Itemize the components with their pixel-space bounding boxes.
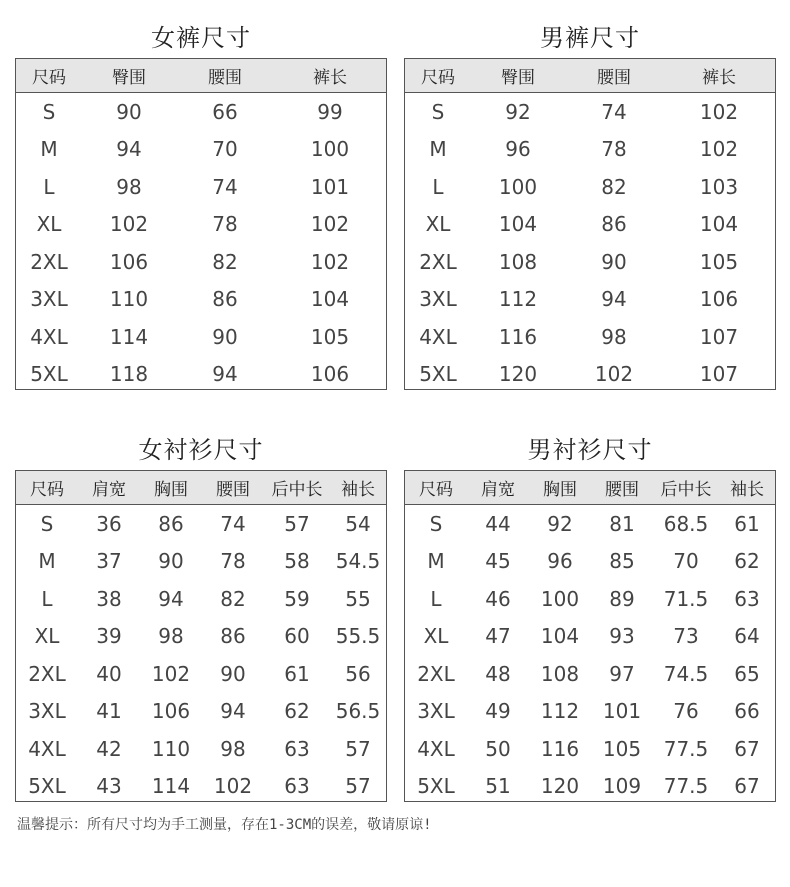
size-label: 5XL (28, 774, 66, 799)
column-header: 袖长 (730, 480, 764, 500)
size-label: XL (34, 624, 60, 649)
measurement-cell: 59 (284, 586, 310, 611)
measurement-cell: 54 (345, 511, 371, 536)
women-pants-title: 女裤尺寸 (151, 24, 251, 52)
men-shirt-size-chart (404, 426, 776, 802)
measurement-cell: 67 (734, 774, 760, 799)
column-header: 尺码 (419, 480, 453, 500)
measurement-cell: 118 (109, 362, 149, 387)
size-label: 2XL (30, 249, 68, 274)
measurement-cell: 120 (540, 774, 580, 799)
measurement-cell: 41 (96, 699, 122, 724)
measurement-cell: 102 (310, 249, 350, 274)
measurement-cell: 51 (485, 774, 511, 799)
size-label: 3XL (28, 699, 66, 724)
measurement-cell: 66 (212, 99, 238, 124)
size-label: M (38, 549, 56, 574)
measurement-cell: 98 (158, 624, 184, 649)
measurement-cell: 39 (96, 624, 122, 649)
measurement-cell: 63 (284, 774, 310, 799)
women-shirt-title: 女衬衫尺寸 (138, 436, 264, 464)
measurement-cell: 66 (734, 699, 760, 724)
column-header: 臀围 (501, 68, 535, 88)
table-row (405, 655, 775, 693)
measurement-cell: 78 (220, 549, 246, 574)
measurement-cell: 40 (96, 661, 122, 686)
measurement-cell: 100 (540, 586, 580, 611)
column-header: 肩宽 (92, 480, 126, 500)
measurement-cell: 112 (498, 287, 538, 312)
measurement-cell: 86 (212, 287, 238, 312)
table-row (16, 580, 386, 618)
column-header: 胸围 (154, 480, 188, 500)
size-label: S (431, 99, 445, 124)
size-label: 5XL (419, 362, 457, 387)
measurement-cell: 65 (734, 661, 760, 686)
measurement-cell: 102 (109, 212, 149, 237)
measurement-cell: 98 (601, 324, 627, 349)
size-label: M (429, 137, 447, 162)
measurement-cell: 77.5 (663, 736, 709, 761)
size-label: 3XL (30, 287, 68, 312)
measurement-cell: 57 (345, 774, 371, 799)
header-row (16, 59, 386, 93)
measurement-cell: 120 (498, 362, 538, 387)
measurement-cell: 89 (609, 586, 635, 611)
measurement-cell: 90 (601, 249, 627, 274)
measurement-cell: 102 (699, 99, 739, 124)
measurement-cell: 90 (116, 99, 142, 124)
table-row (16, 318, 386, 356)
measurement-cell: 56.5 (335, 699, 381, 724)
measurement-cell: 90 (220, 661, 246, 686)
measurement-cell: 102 (151, 661, 191, 686)
table-row (16, 505, 386, 543)
measurement-cell: 114 (151, 774, 191, 799)
measurement-cell: 67 (734, 736, 760, 761)
measurement-cell: 54.5 (335, 549, 381, 574)
column-header: 尺码 (421, 68, 455, 88)
measurement-cell: 77.5 (663, 774, 709, 799)
measurement-cell: 70 (673, 549, 699, 574)
measurement-cell: 107 (699, 362, 739, 387)
women-pants-size-chart (15, 14, 387, 390)
women-shirt-table (15, 470, 387, 802)
measurement-cell: 74 (601, 99, 627, 124)
measurement-cell: 105 (602, 736, 642, 761)
measurement-cell: 86 (158, 511, 184, 536)
measurement-cell: 114 (109, 324, 149, 349)
table-row (16, 768, 386, 806)
size-label: 4XL (417, 736, 455, 761)
measurement-cell: 99 (317, 99, 343, 124)
table-row (405, 318, 775, 356)
table-row (16, 131, 386, 169)
measurement-cell: 109 (602, 774, 642, 799)
measurement-cell: 78 (212, 212, 238, 237)
column-header: 腰围 (597, 68, 631, 88)
men-pants-table (404, 58, 776, 390)
measurement-cell: 112 (540, 699, 580, 724)
size-label: M (427, 549, 445, 574)
measurement-cell: 97 (609, 661, 635, 686)
table-row (16, 206, 386, 244)
table-row (405, 768, 775, 806)
table-row (405, 693, 775, 731)
measurement-cell: 105 (310, 324, 350, 349)
size-label: L (41, 586, 53, 611)
measurement-cell: 101 (602, 699, 642, 724)
measurement-cell: 61 (734, 511, 760, 536)
column-header: 腰围 (216, 480, 250, 500)
measurement-cell: 106 (310, 362, 350, 387)
measurement-cell: 62 (734, 549, 760, 574)
table-row (405, 356, 775, 394)
measurement-cell: 74.5 (663, 661, 709, 686)
measurement-cell: 92 (547, 511, 573, 536)
women-shirt-size-chart (15, 426, 387, 802)
measurement-cell: 42 (96, 736, 122, 761)
men-shirt-title: 男衬衫尺寸 (527, 436, 653, 464)
measurement-cell: 86 (220, 624, 246, 649)
measurement-cell: 106 (109, 249, 149, 274)
measurement-cell: 55 (345, 586, 371, 611)
column-header: 后中长 (660, 480, 712, 500)
size-label: 5XL (417, 774, 455, 799)
measurement-cell: 110 (109, 287, 149, 312)
measurement-cell: 57 (345, 736, 371, 761)
measurement-cell: 86 (601, 212, 627, 237)
measurement-cell: 100 (310, 137, 350, 162)
measurement-cell: 73 (673, 624, 699, 649)
men-shirt-table (404, 470, 776, 802)
measurement-cell: 100 (498, 174, 538, 199)
measurement-cell: 60 (284, 624, 310, 649)
measurement-cell: 63 (284, 736, 310, 761)
measurement-cell: 48 (485, 661, 511, 686)
measurement-cell: 82 (601, 174, 627, 199)
size-label: L (43, 174, 55, 199)
measurement-cell: 103 (699, 174, 739, 199)
measurement-cell: 107 (699, 324, 739, 349)
table-row (405, 730, 775, 768)
measurement-cell: 102 (310, 212, 350, 237)
measurement-cell: 57 (284, 511, 310, 536)
table-row (16, 730, 386, 768)
size-label: XL (36, 212, 62, 237)
table-row (405, 505, 775, 543)
size-label: 3XL (417, 699, 455, 724)
measurement-cell: 116 (498, 324, 538, 349)
measurement-cell: 108 (498, 249, 538, 274)
measurement-cell: 62 (284, 699, 310, 724)
measurement-cell: 82 (220, 586, 246, 611)
table-row (16, 618, 386, 656)
table-row (405, 206, 775, 244)
measurement-cell: 104 (310, 287, 350, 312)
measurement-cell: 63 (734, 586, 760, 611)
measurement-cell: 98 (220, 736, 246, 761)
measurement-cell: 94 (212, 362, 238, 387)
column-header: 裤长 (702, 68, 736, 88)
table-row (16, 693, 386, 731)
size-label: 2XL (28, 661, 66, 686)
measurement-cell: 71.5 (663, 586, 709, 611)
measurement-cell: 102 (213, 774, 253, 799)
table-row (405, 580, 775, 618)
measurement-cell: 102 (594, 362, 634, 387)
column-header: 肩宽 (481, 480, 515, 500)
men-pants-size-chart (404, 14, 776, 390)
table-row (405, 543, 775, 581)
table-row (16, 168, 386, 206)
measurement-cell: 78 (601, 137, 627, 162)
measurement-cell: 104 (540, 624, 580, 649)
measurement-cell: 96 (505, 137, 531, 162)
table-row (405, 93, 775, 131)
measurement-cell: 74 (220, 511, 246, 536)
column-header: 尺码 (32, 68, 66, 88)
size-label: XL (425, 212, 451, 237)
size-label: L (430, 586, 442, 611)
size-label: 3XL (419, 287, 457, 312)
size-label: 4XL (419, 324, 457, 349)
measurement-cell: 81 (609, 511, 635, 536)
column-header: 袖长 (341, 480, 375, 500)
measurement-cell: 76 (673, 699, 699, 724)
measurement-cell: 49 (485, 699, 511, 724)
measurement-cell: 108 (540, 661, 580, 686)
measurement-cell: 94 (220, 699, 246, 724)
table-row (16, 356, 386, 394)
header-row (405, 59, 775, 93)
size-label: M (40, 137, 58, 162)
measurement-cell: 106 (699, 287, 739, 312)
measurement-cell: 68.5 (663, 511, 709, 536)
column-header: 胸围 (543, 480, 577, 500)
table-row (16, 655, 386, 693)
measurement-cell: 37 (96, 549, 122, 574)
measurement-cell: 101 (310, 174, 350, 199)
table-row (16, 93, 386, 131)
size-label: 4XL (30, 324, 68, 349)
measurement-cell: 85 (609, 549, 635, 574)
table-row (405, 243, 775, 281)
measurement-cell: 106 (151, 699, 191, 724)
column-header: 腰围 (208, 68, 242, 88)
column-header: 裤长 (313, 68, 347, 88)
measurement-cell: 116 (540, 736, 580, 761)
measurement-cell: 104 (699, 212, 739, 237)
measurement-cell: 102 (699, 137, 739, 162)
table-row (405, 618, 775, 656)
footer-note: 温馨提示：所有尺寸均为手工测量，存在1-3CM的误差，敬请原谅! (17, 817, 432, 833)
measurement-cell: 74 (212, 174, 238, 199)
table-row (16, 543, 386, 581)
table-row (16, 281, 386, 319)
size-label: S (429, 511, 443, 536)
size-label: 5XL (30, 362, 68, 387)
measurement-cell: 45 (485, 549, 511, 574)
measurement-cell: 96 (547, 549, 573, 574)
size-label: 2XL (417, 661, 455, 686)
measurement-cell: 55.5 (335, 624, 381, 649)
column-header: 腰围 (605, 480, 639, 500)
column-header: 后中长 (271, 480, 323, 500)
measurement-cell: 94 (116, 137, 142, 162)
size-label: L (432, 174, 444, 199)
table-row (405, 168, 775, 206)
measurement-cell: 110 (151, 736, 191, 761)
header-row (405, 471, 775, 505)
measurement-cell: 70 (212, 137, 238, 162)
measurement-cell: 94 (158, 586, 184, 611)
measurement-cell: 61 (284, 661, 310, 686)
measurement-cell: 50 (485, 736, 511, 761)
size-label: XL (423, 624, 449, 649)
measurement-cell: 46 (485, 586, 511, 611)
measurement-cell: 56 (345, 661, 371, 686)
measurement-cell: 93 (609, 624, 635, 649)
header-row (16, 471, 386, 505)
measurement-cell: 43 (96, 774, 122, 799)
measurement-cell: 90 (212, 324, 238, 349)
measurement-cell: 36 (96, 511, 122, 536)
size-label: 2XL (419, 249, 457, 274)
column-header: 尺码 (30, 480, 64, 500)
measurement-cell: 58 (284, 549, 310, 574)
measurement-cell: 98 (116, 174, 142, 199)
measurement-cell: 44 (485, 511, 511, 536)
size-label: S (40, 511, 54, 536)
size-label: S (42, 99, 56, 124)
table-row (16, 243, 386, 281)
women-pants-table (15, 58, 387, 390)
measurement-cell: 90 (158, 549, 184, 574)
measurement-cell: 47 (485, 624, 511, 649)
measurement-cell: 94 (601, 287, 627, 312)
column-header: 臀围 (112, 68, 146, 88)
measurement-cell: 104 (498, 212, 538, 237)
measurement-cell: 82 (212, 249, 238, 274)
table-row (405, 131, 775, 169)
measurement-cell: 105 (699, 249, 739, 274)
measurement-cell: 64 (734, 624, 760, 649)
measurement-cell: 38 (96, 586, 122, 611)
table-row (405, 281, 775, 319)
men-pants-title: 男裤尺寸 (540, 24, 640, 52)
measurement-cell: 92 (505, 99, 531, 124)
size-label: 4XL (28, 736, 66, 761)
